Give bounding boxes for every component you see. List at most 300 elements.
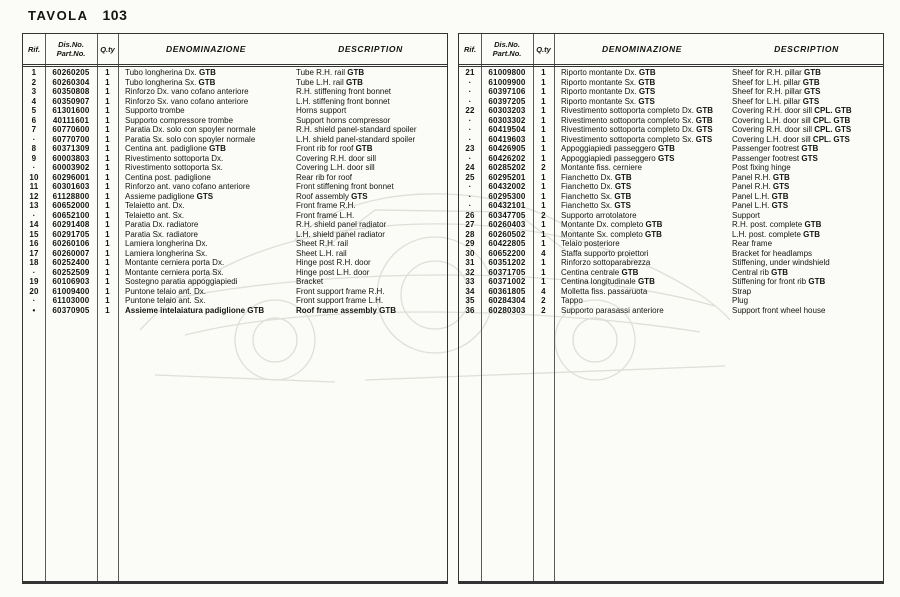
parts-row xyxy=(23,144,447,154)
header-denominazione: DENOMINAZIONE xyxy=(165,43,247,54)
rif-cell: 4 xyxy=(31,96,37,106)
denom-cell: Riporto montante Dx. GTB xyxy=(561,68,656,77)
denom-cell: Paratia Sx. solo con spoyler normale xyxy=(125,134,256,144)
table-rows xyxy=(23,68,447,315)
desc-cell: Panel L.H. GTB xyxy=(732,191,789,201)
parts-row xyxy=(459,106,883,116)
parts-row xyxy=(459,154,883,164)
qty-cell: 1 xyxy=(105,96,110,106)
qty-cell: 1 xyxy=(541,115,546,125)
parts-row xyxy=(23,68,447,78)
denom-cell: Montante Sx. completo GTB xyxy=(561,229,662,239)
header-denominazione: DENOMINAZIONE xyxy=(601,43,683,54)
page-title-number: 103 xyxy=(102,7,128,23)
desc-cell: Panel L.H. GTS xyxy=(732,201,789,210)
qty-cell: 1 xyxy=(105,239,110,248)
parts-row xyxy=(23,268,447,278)
qty-cell: 1 xyxy=(541,239,546,248)
qty-cell: 1 xyxy=(105,115,110,125)
part-cell: 60770700 xyxy=(52,134,90,144)
rif-cell: 1 xyxy=(31,68,37,77)
denom-cell: Supporto trombe xyxy=(125,106,185,115)
part-cell: 60260205 xyxy=(52,68,90,77)
desc-cell: Panel R.H. GTB xyxy=(732,172,790,182)
rif-cell: 17 xyxy=(29,248,39,258)
denom-cell: Rinforzo sottoparabrezza xyxy=(561,258,651,267)
parts-row xyxy=(23,258,447,268)
part-cell: 60003902 xyxy=(52,163,90,172)
desc-cell: Sheef for R.H. pillar GTB xyxy=(732,68,821,77)
part-cell: 60350907 xyxy=(52,96,90,106)
qty-cell: 1 xyxy=(541,201,546,210)
parts-row xyxy=(23,239,447,249)
desc-cell: Post fixing hinge xyxy=(732,163,791,172)
header-part-no-line2: Part.No. xyxy=(492,49,522,58)
parts-row xyxy=(23,277,447,287)
part-cell: 60371309 xyxy=(52,144,90,153)
desc-cell: Front stiffening front bonnet xyxy=(296,182,394,191)
denom-cell: Appoggiapiedi passeggero GTB xyxy=(561,144,675,153)
qty-cell: 1 xyxy=(541,229,546,239)
qty-cell: 1 xyxy=(541,277,546,286)
parts-row xyxy=(23,106,447,116)
desc-cell: Front frame R.H. xyxy=(296,201,356,210)
parts-row xyxy=(23,135,447,145)
rif-cell: 7 xyxy=(31,125,37,134)
parts-row xyxy=(459,249,883,259)
qty-cell: 1 xyxy=(105,182,110,191)
parts-row xyxy=(459,220,883,230)
part-cell: 60291408 xyxy=(52,220,90,229)
desc-cell: Panel R.H. GTS xyxy=(732,182,790,191)
header-part-no-line2: Part.No. xyxy=(56,49,86,58)
part-cell: 60432002 xyxy=(488,182,526,191)
parts-row xyxy=(23,306,447,316)
parts-row xyxy=(459,87,883,97)
desc-cell: Bracket xyxy=(296,277,324,286)
qty-cell: 1 xyxy=(105,77,110,87)
rif-cell: 29 xyxy=(465,239,475,248)
parts-row xyxy=(459,135,883,145)
denom-cell: Rinforzo Dx. vano cofano anteriore xyxy=(125,87,249,96)
desc-cell: Hinge post L.H. door xyxy=(296,267,370,277)
parts-row xyxy=(459,268,883,278)
denom-cell: Fianchetto Sx. GTS xyxy=(561,201,631,210)
part-cell: 60350808 xyxy=(52,87,90,96)
part-cell: 60419603 xyxy=(488,134,526,144)
rif-cell: · xyxy=(32,210,36,220)
parts-row xyxy=(459,182,883,192)
qty-cell: 1 xyxy=(541,153,546,163)
rif-cell: · xyxy=(468,115,472,125)
denom-cell: Supporto compressore trombe xyxy=(125,115,234,125)
header-qty: Q.ty xyxy=(100,44,115,54)
rif-cell: 36 xyxy=(465,305,475,315)
desc-cell: Front rib for roof GTB xyxy=(296,144,373,153)
desc-cell: Tube R.H. rail GTB xyxy=(296,68,365,77)
part-cell: 60347705 xyxy=(488,210,526,220)
part-cell: 60770600 xyxy=(52,125,90,134)
desc-cell: R.H. shield panel radiator xyxy=(296,220,387,229)
rif-cell: 31 xyxy=(465,258,475,267)
qty-cell: 1 xyxy=(105,248,110,258)
rif-cell: · xyxy=(468,125,472,134)
qty-cell: 1 xyxy=(541,68,546,77)
denom-cell: Tappo xyxy=(561,296,583,305)
desc-cell: R.H. stiffening front bonnet xyxy=(296,87,392,96)
part-cell: 61128800 xyxy=(52,191,90,201)
part-cell: 60397205 xyxy=(488,96,526,106)
denom-cell: Paratia Sx. radiatore xyxy=(125,229,198,239)
denom-cell: Supporto arrotolatore xyxy=(561,210,637,220)
desc-cell: Central rib GTB xyxy=(732,267,789,277)
part-cell: 60260403 xyxy=(488,220,526,229)
part-cell: 61009900 xyxy=(488,77,526,87)
rif-cell: 14 xyxy=(29,220,39,229)
denom-cell: Rinforzo Sx. vano cofano anteriore xyxy=(125,96,249,106)
desc-cell: Covering L.H. door sill CPL. GTS xyxy=(732,134,850,144)
rif-cell: · xyxy=(468,96,472,106)
desc-cell: L.H. post. complete GTB xyxy=(732,229,821,239)
rif-cell: · xyxy=(468,153,472,163)
rif-cell: 33 xyxy=(465,277,475,286)
desc-cell: Plug xyxy=(732,296,749,305)
parts-row xyxy=(23,296,447,306)
qty-cell: 1 xyxy=(541,134,546,144)
desc-cell: Sheef for R.H. pillar GTS xyxy=(732,87,821,96)
parts-row xyxy=(23,163,447,173)
denom-cell: Telaio posteriore xyxy=(561,239,620,248)
desc-cell: Front support frame R.H. xyxy=(296,286,385,296)
page-title xyxy=(28,7,127,25)
rif-cell: · xyxy=(32,267,36,277)
denom-cell: Rinforzo ant. vano cofano anteriore xyxy=(125,182,250,191)
header-description: DESCRIPTION xyxy=(774,43,839,54)
parts-row xyxy=(459,125,883,135)
desc-cell: Stiffening for front rib GTB xyxy=(732,277,826,286)
qty-cell: 1 xyxy=(541,258,546,267)
desc-cell: Support xyxy=(732,210,761,220)
parts-row xyxy=(23,87,447,97)
rif-cell: 8 xyxy=(31,144,37,153)
desc-cell: Support front wheel house xyxy=(732,305,826,315)
part-cell: 60422805 xyxy=(488,239,526,248)
parts-row xyxy=(23,192,447,202)
parts-row xyxy=(459,277,883,287)
qty-cell: 1 xyxy=(105,134,110,144)
qty-cell: 1 xyxy=(105,229,110,239)
qty-cell: 1 xyxy=(541,87,546,96)
denom-cell: Riporto montante Sx. GTS xyxy=(561,96,655,106)
desc-cell: Covering L.H. door sill CPL. GTB xyxy=(732,115,851,125)
rif-cell: 3 xyxy=(31,87,37,96)
qty-cell: 1 xyxy=(541,125,546,134)
parts-row xyxy=(459,230,883,240)
parts-row xyxy=(459,78,883,88)
desc-cell: L.H. shield panel-standard spoiler xyxy=(296,134,416,144)
qty-cell: 1 xyxy=(541,106,546,115)
qty-cell: 2 xyxy=(541,163,546,172)
part-cell: 60260502 xyxy=(488,229,526,239)
denom-cell: Fianchetto Dx. GTS xyxy=(561,182,632,191)
part-cell: 60301603 xyxy=(52,182,90,191)
qty-cell: 1 xyxy=(105,153,110,163)
parts-row xyxy=(23,211,447,221)
denom-cell: Rivestimento sottoporta completo Sx. GTB xyxy=(561,115,713,125)
header-part-no xyxy=(45,40,97,58)
qty-cell: 2 xyxy=(541,296,546,305)
rif-cell: 10 xyxy=(29,172,39,182)
rif-cell: 20 xyxy=(29,286,39,296)
parts-row xyxy=(459,163,883,173)
part-cell: 60252400 xyxy=(52,258,90,267)
qty-cell: 2 xyxy=(541,305,546,315)
part-cell: 60652100 xyxy=(52,210,90,220)
parts-row xyxy=(459,144,883,154)
qty-cell: 1 xyxy=(105,125,110,134)
parts-row xyxy=(23,125,447,135)
rif-cell: 13 xyxy=(29,201,39,210)
parts-row xyxy=(23,78,447,88)
desc-cell: L.H. stiffening front bonnet xyxy=(296,96,390,106)
qty-cell: 1 xyxy=(105,305,110,315)
parts-row xyxy=(23,97,447,107)
denom-cell: Puntone telaio ant. Dx. xyxy=(125,286,206,296)
qty-cell: 1 xyxy=(541,182,546,191)
desc-cell: R.H. shield panel-standard spoiler xyxy=(296,125,417,134)
desc-cell: Support horns compressor xyxy=(296,115,391,125)
denom-cell: Rivestimento sottoporta Dx. xyxy=(125,153,224,163)
parts-row xyxy=(23,182,447,192)
part-cell: 60371705 xyxy=(488,267,526,277)
parts-row xyxy=(23,249,447,259)
part-cell: 60303302 xyxy=(488,115,526,125)
denom-cell: Sostegno paratia appoggiapiedi xyxy=(125,277,238,286)
qty-cell: 1 xyxy=(105,210,110,220)
parts-row xyxy=(459,68,883,78)
desc-cell: Passenger footrest GTB xyxy=(732,144,819,153)
part-cell: 60370905 xyxy=(52,305,90,315)
denom-cell: Montante cerniera porta Sx. xyxy=(125,267,224,277)
parts-row xyxy=(23,173,447,183)
rif-cell: 16 xyxy=(29,239,39,248)
desc-cell: Roof assembly GTS xyxy=(296,191,368,201)
desc-cell: L.H. shield panel radiator xyxy=(296,229,385,239)
denom-cell: Montante fiss. cerniere xyxy=(561,163,642,172)
qty-cell: 1 xyxy=(105,296,110,305)
denom-cell: Paratia Dx. solo con spoyler normale xyxy=(125,125,256,134)
qty-cell: 1 xyxy=(105,87,110,96)
parts-row xyxy=(459,258,883,268)
rif-cell: · xyxy=(468,201,472,210)
qty-cell: 1 xyxy=(105,172,110,182)
desc-cell: Hinge post R.H. door xyxy=(296,258,371,267)
parts-table-right xyxy=(458,33,884,584)
denom-cell: Puntone telaio ant. Sx. xyxy=(125,296,206,305)
desc-cell: Strap xyxy=(732,286,752,296)
rif-cell: 6 xyxy=(31,115,37,125)
part-cell: 60351202 xyxy=(488,258,526,267)
desc-cell: Sheet L.H. rail xyxy=(296,248,347,258)
denom-cell: Fianchetto Dx. GTB xyxy=(561,172,632,182)
qty-cell: 1 xyxy=(105,163,110,172)
denom-cell: Telaietto ant. Sx. xyxy=(125,210,185,220)
desc-cell: Covering L.H. door sill xyxy=(296,163,375,172)
desc-cell: Tube L.H. rail GTB xyxy=(296,77,363,87)
header-qty: Q.ty xyxy=(536,44,551,54)
denom-cell: Supporto parasassi anteriore xyxy=(561,305,664,315)
header-rif: Rif. xyxy=(463,44,477,54)
denom-cell: Riporto montante Sx. GTB xyxy=(561,77,656,87)
part-cell: 60106903 xyxy=(52,277,90,286)
part-cell: 60296001 xyxy=(52,172,90,182)
denom-cell: Paratia Dx. radiatore xyxy=(125,220,199,229)
rif-cell: 12 xyxy=(29,191,39,201)
qty-cell: 1 xyxy=(105,286,110,296)
desc-cell: Sheet R.H. rail xyxy=(296,239,349,248)
rif-cell: 18 xyxy=(29,258,39,267)
part-cell: 60295201 xyxy=(488,172,526,182)
part-cell: 61103000 xyxy=(52,296,90,305)
rif-cell: · xyxy=(468,77,472,87)
parts-table-left xyxy=(22,33,448,584)
parts-row xyxy=(459,192,883,202)
desc-cell: Roof frame assembly GTB xyxy=(296,305,397,315)
part-cell: 60652200 xyxy=(488,248,526,258)
rif-cell: 35 xyxy=(465,296,475,305)
denom-cell: Molletta fiss. passaruota xyxy=(561,286,648,296)
part-cell: 60003803 xyxy=(52,153,90,163)
part-cell: 60260106 xyxy=(52,239,90,248)
part-cell: 60291705 xyxy=(52,229,90,239)
part-cell: 60361805 xyxy=(488,286,526,296)
rif-cell: · xyxy=(32,163,36,172)
parts-row xyxy=(23,116,447,126)
rif-cell: 27 xyxy=(465,220,475,229)
qty-cell: 1 xyxy=(105,144,110,153)
desc-cell: Sheef for L.H. pillar GTB xyxy=(732,77,820,87)
desc-cell: Bracket for headlamps xyxy=(732,248,813,258)
denom-cell: Staffa supporto proiettori xyxy=(561,248,649,258)
desc-cell: Passenger footrest GTS xyxy=(732,153,818,163)
denom-cell: Montante Dx. completo GTB xyxy=(561,220,663,229)
denom-cell: Assieme padiglione GTS xyxy=(125,191,214,201)
denom-cell: Lamiera longherina Dx. xyxy=(125,239,208,248)
denom-cell: Rivestimento sottoporta completo Dx. GTB xyxy=(561,106,714,115)
denom-cell: Centina ant. padiglione GTB xyxy=(125,144,226,153)
rif-cell: 28 xyxy=(465,229,475,239)
page-title-word: TAVOLA xyxy=(28,8,89,23)
part-cell: 60303203 xyxy=(488,106,526,115)
denom-cell: Centina longitudinale GTB xyxy=(561,277,655,286)
rif-cell: · xyxy=(32,134,36,144)
desc-cell: Covering R.H. door sill CPL. GTB xyxy=(732,106,852,115)
qty-cell: 1 xyxy=(541,220,546,229)
desc-cell: Covering R.H. door sill CPL. GTS xyxy=(732,125,852,134)
part-cell: 60652000 xyxy=(52,201,90,210)
part-cell: 60285202 xyxy=(488,163,526,172)
rif-cell: 34 xyxy=(465,286,475,296)
parts-row xyxy=(459,296,883,306)
qty-cell: 1 xyxy=(541,96,546,106)
part-cell: 60252509 xyxy=(52,267,90,277)
parts-row xyxy=(459,211,883,221)
parts-row xyxy=(23,154,447,164)
denom-cell: Fianchetto Sx. GTB xyxy=(561,191,632,201)
rif-cell: 22 xyxy=(465,106,475,115)
parts-row xyxy=(459,306,883,316)
parts-row xyxy=(459,239,883,249)
part-cell: 60260304 xyxy=(52,77,90,87)
part-cell: 60419504 xyxy=(488,125,526,134)
desc-cell: Front frame L.H. xyxy=(296,210,355,220)
rif-cell: 26 xyxy=(465,210,475,220)
qty-cell: 1 xyxy=(541,172,546,182)
part-cell: 60284304 xyxy=(488,296,526,305)
rif-cell: 25 xyxy=(465,172,475,182)
rif-cell: · xyxy=(32,296,36,305)
parts-row xyxy=(23,201,447,211)
denom-cell: Tubo longherina Sx. GTB xyxy=(125,77,216,87)
denom-cell: Centina post. padiglione xyxy=(125,172,211,182)
qty-cell: 1 xyxy=(541,191,546,201)
rif-cell: 32 xyxy=(465,267,475,277)
rif-cell: 11 xyxy=(29,182,39,191)
part-cell: 60280303 xyxy=(488,305,526,315)
header-rif: Rif. xyxy=(27,44,41,54)
rif-cell: · xyxy=(468,191,472,201)
rif-cell: 24 xyxy=(465,163,475,172)
parts-row xyxy=(23,220,447,230)
qty-cell: 4 xyxy=(541,286,546,296)
qty-cell: 4 xyxy=(541,248,546,258)
header-description: DESCRIPTION xyxy=(338,43,403,54)
qty-cell: 1 xyxy=(105,267,110,277)
parts-row xyxy=(459,116,883,126)
rif-cell: 23 xyxy=(465,144,475,153)
part-cell: 60397106 xyxy=(488,87,526,96)
denom-cell: Montante cerniera porta Dx. xyxy=(125,258,225,267)
denom-cell: Telaietto ant. Dx. xyxy=(125,201,185,210)
denom-cell: Rivestimento sottoporta Sx. xyxy=(125,163,223,172)
qty-cell: 2 xyxy=(541,210,546,220)
denom-cell: Centina centrale GTB xyxy=(561,267,639,277)
part-cell: 60260007 xyxy=(52,248,90,258)
qty-cell: 1 xyxy=(105,106,110,115)
qty-cell: 1 xyxy=(105,220,110,229)
desc-cell: Covering R.H. door sill xyxy=(296,153,377,163)
rif-cell: 9 xyxy=(31,153,37,163)
desc-cell: Sheef for L.H. pillar GTS xyxy=(732,96,820,106)
parts-row xyxy=(459,97,883,107)
desc-cell: Rear frame xyxy=(732,239,773,248)
rif-cell: • xyxy=(32,305,36,315)
part-cell: 61009800 xyxy=(488,68,526,77)
qty-cell: 1 xyxy=(105,68,110,77)
denom-cell: Assieme intelaiatura padiglione GTB xyxy=(125,305,265,315)
part-cell: 61301600 xyxy=(52,106,90,115)
rif-cell: 2 xyxy=(31,77,37,87)
qty-cell: 1 xyxy=(105,191,110,201)
header-dis-no: Dis.No. xyxy=(494,40,520,49)
rif-cell: 19 xyxy=(29,277,39,286)
parts-row xyxy=(459,201,883,211)
rif-cell: · xyxy=(468,182,472,191)
header-dis-no: Dis.No. xyxy=(58,40,84,49)
part-cell: 61009400 xyxy=(52,286,90,296)
rif-cell: 5 xyxy=(31,106,37,115)
desc-cell: Stiffening, under windshield xyxy=(732,258,830,267)
